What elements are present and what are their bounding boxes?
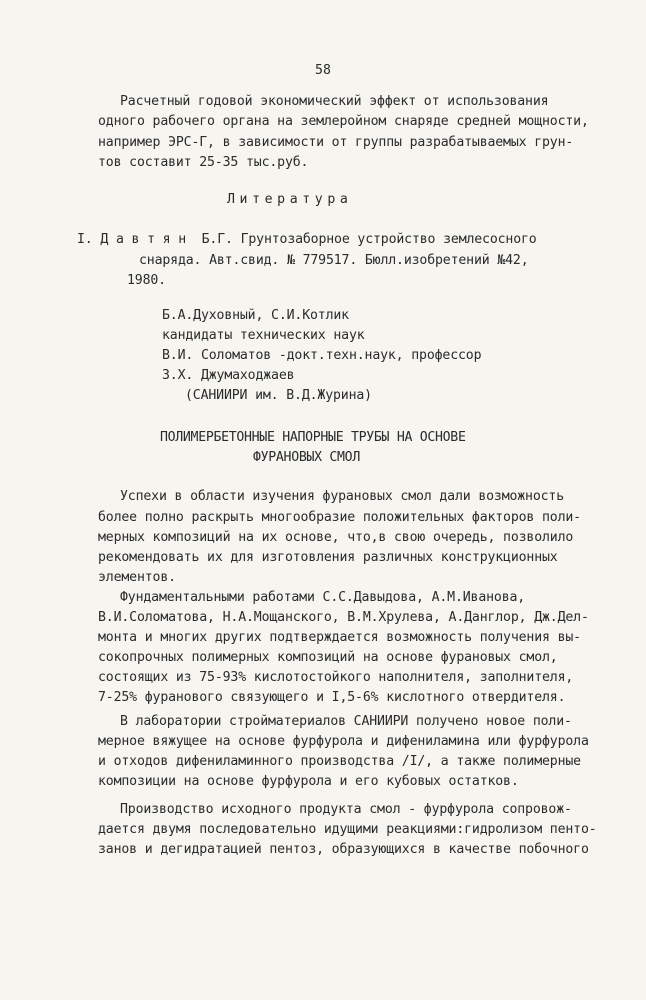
page-number: 58	[315, 63, 331, 78]
body-line: занов и дегидратацией пентоз, образующихся в качестве побочного	[98, 842, 589, 857]
body-line: Успехи в области изучения фурановых смол дали возможность	[120, 489, 565, 504]
reference-line: I. Д а в т я н Б.Г. Грунтозаборное устройство землесосного	[77, 232, 537, 247]
body-line: мерных композиций на их основе, что,в свою очередь, позволило	[98, 530, 574, 545]
body-line: более полно раскрыть многообразие положительных факторов поли-	[98, 510, 581, 525]
intro-line: тов составит 25-35 тыс.руб.	[98, 155, 309, 170]
author-line: З.Х. Джумаходжаев	[162, 368, 295, 383]
body-line: мерное вяжущее на основе фурфурола и дифениламина или фурфурола	[98, 734, 589, 749]
body-line: композиции на основе фурфурола и его кубовых остатков.	[98, 774, 519, 789]
reference-line: 1980.	[127, 273, 166, 288]
body-line: рекомендовать их для изготовления различных конструкционных	[98, 550, 558, 565]
body-line: и отходов дифениламинного производства /I/, а также полимерные	[98, 754, 581, 769]
body-line: сокопрочных полимерных композиций на основе фурановых смол,	[98, 650, 558, 665]
article-title-line: ФУРАНОВЫХ СМОЛ	[253, 450, 360, 465]
author-line: В.И. Соломатов -докт.техн.наук, профессор	[162, 348, 482, 363]
author-line: кандидаты технических наук	[162, 328, 365, 343]
body-line: монта и многих других подтверждается возможность получения вы-	[98, 630, 581, 645]
reference-line: снаряда. Авт.свид. № 779517. Бюлл.изобретений №42,	[139, 253, 529, 268]
body-line: В.И.Соломатова, Н.А.Мощанского, В.М.Хрулева, А.Данглор, Дж.Дел-	[98, 610, 589, 625]
body-line: дается двумя последовательно идущими реакциями:гидролизом пенто-	[98, 822, 597, 837]
intro-line: например ЭРС-Г, в зависимости от группы разрабатываемых грун-	[98, 135, 574, 150]
intro-line: одного рабочего органа на землеройном снаряде средней мощности,	[98, 114, 589, 129]
body-line: состоящих из 75-93% кислотостойкого наполнителя, заполнителя,	[98, 670, 574, 685]
body-line: 7-25% фуранового связующего и I,5-6% кислотного отвердителя.	[98, 690, 566, 705]
author-line: Б.А.Духовный, С.И.Котлик	[162, 308, 349, 323]
intro-line: Расчетный годовой экономический эффект от использования	[120, 94, 549, 109]
body-line: Производство исходного продукта смол - фурфурола сопровож-	[120, 802, 572, 817]
body-line: Фундаментальными работами С.С.Давыдова, А.М.Иванова,	[120, 590, 526, 605]
body-line: В лаборатории стройматериалов САНИИРИ получено новое поли-	[120, 714, 572, 729]
author-affiliation: (САНИИРИ им. В.Д.Журина)	[185, 388, 372, 403]
literature-heading: Литература	[227, 192, 353, 207]
body-line: элементов.	[98, 570, 176, 585]
article-title-line: ПОЛИМЕРБЕТОННЫЕ НАПОРНЫЕ ТРУБЫ НА ОСНОВЕ	[160, 430, 466, 445]
